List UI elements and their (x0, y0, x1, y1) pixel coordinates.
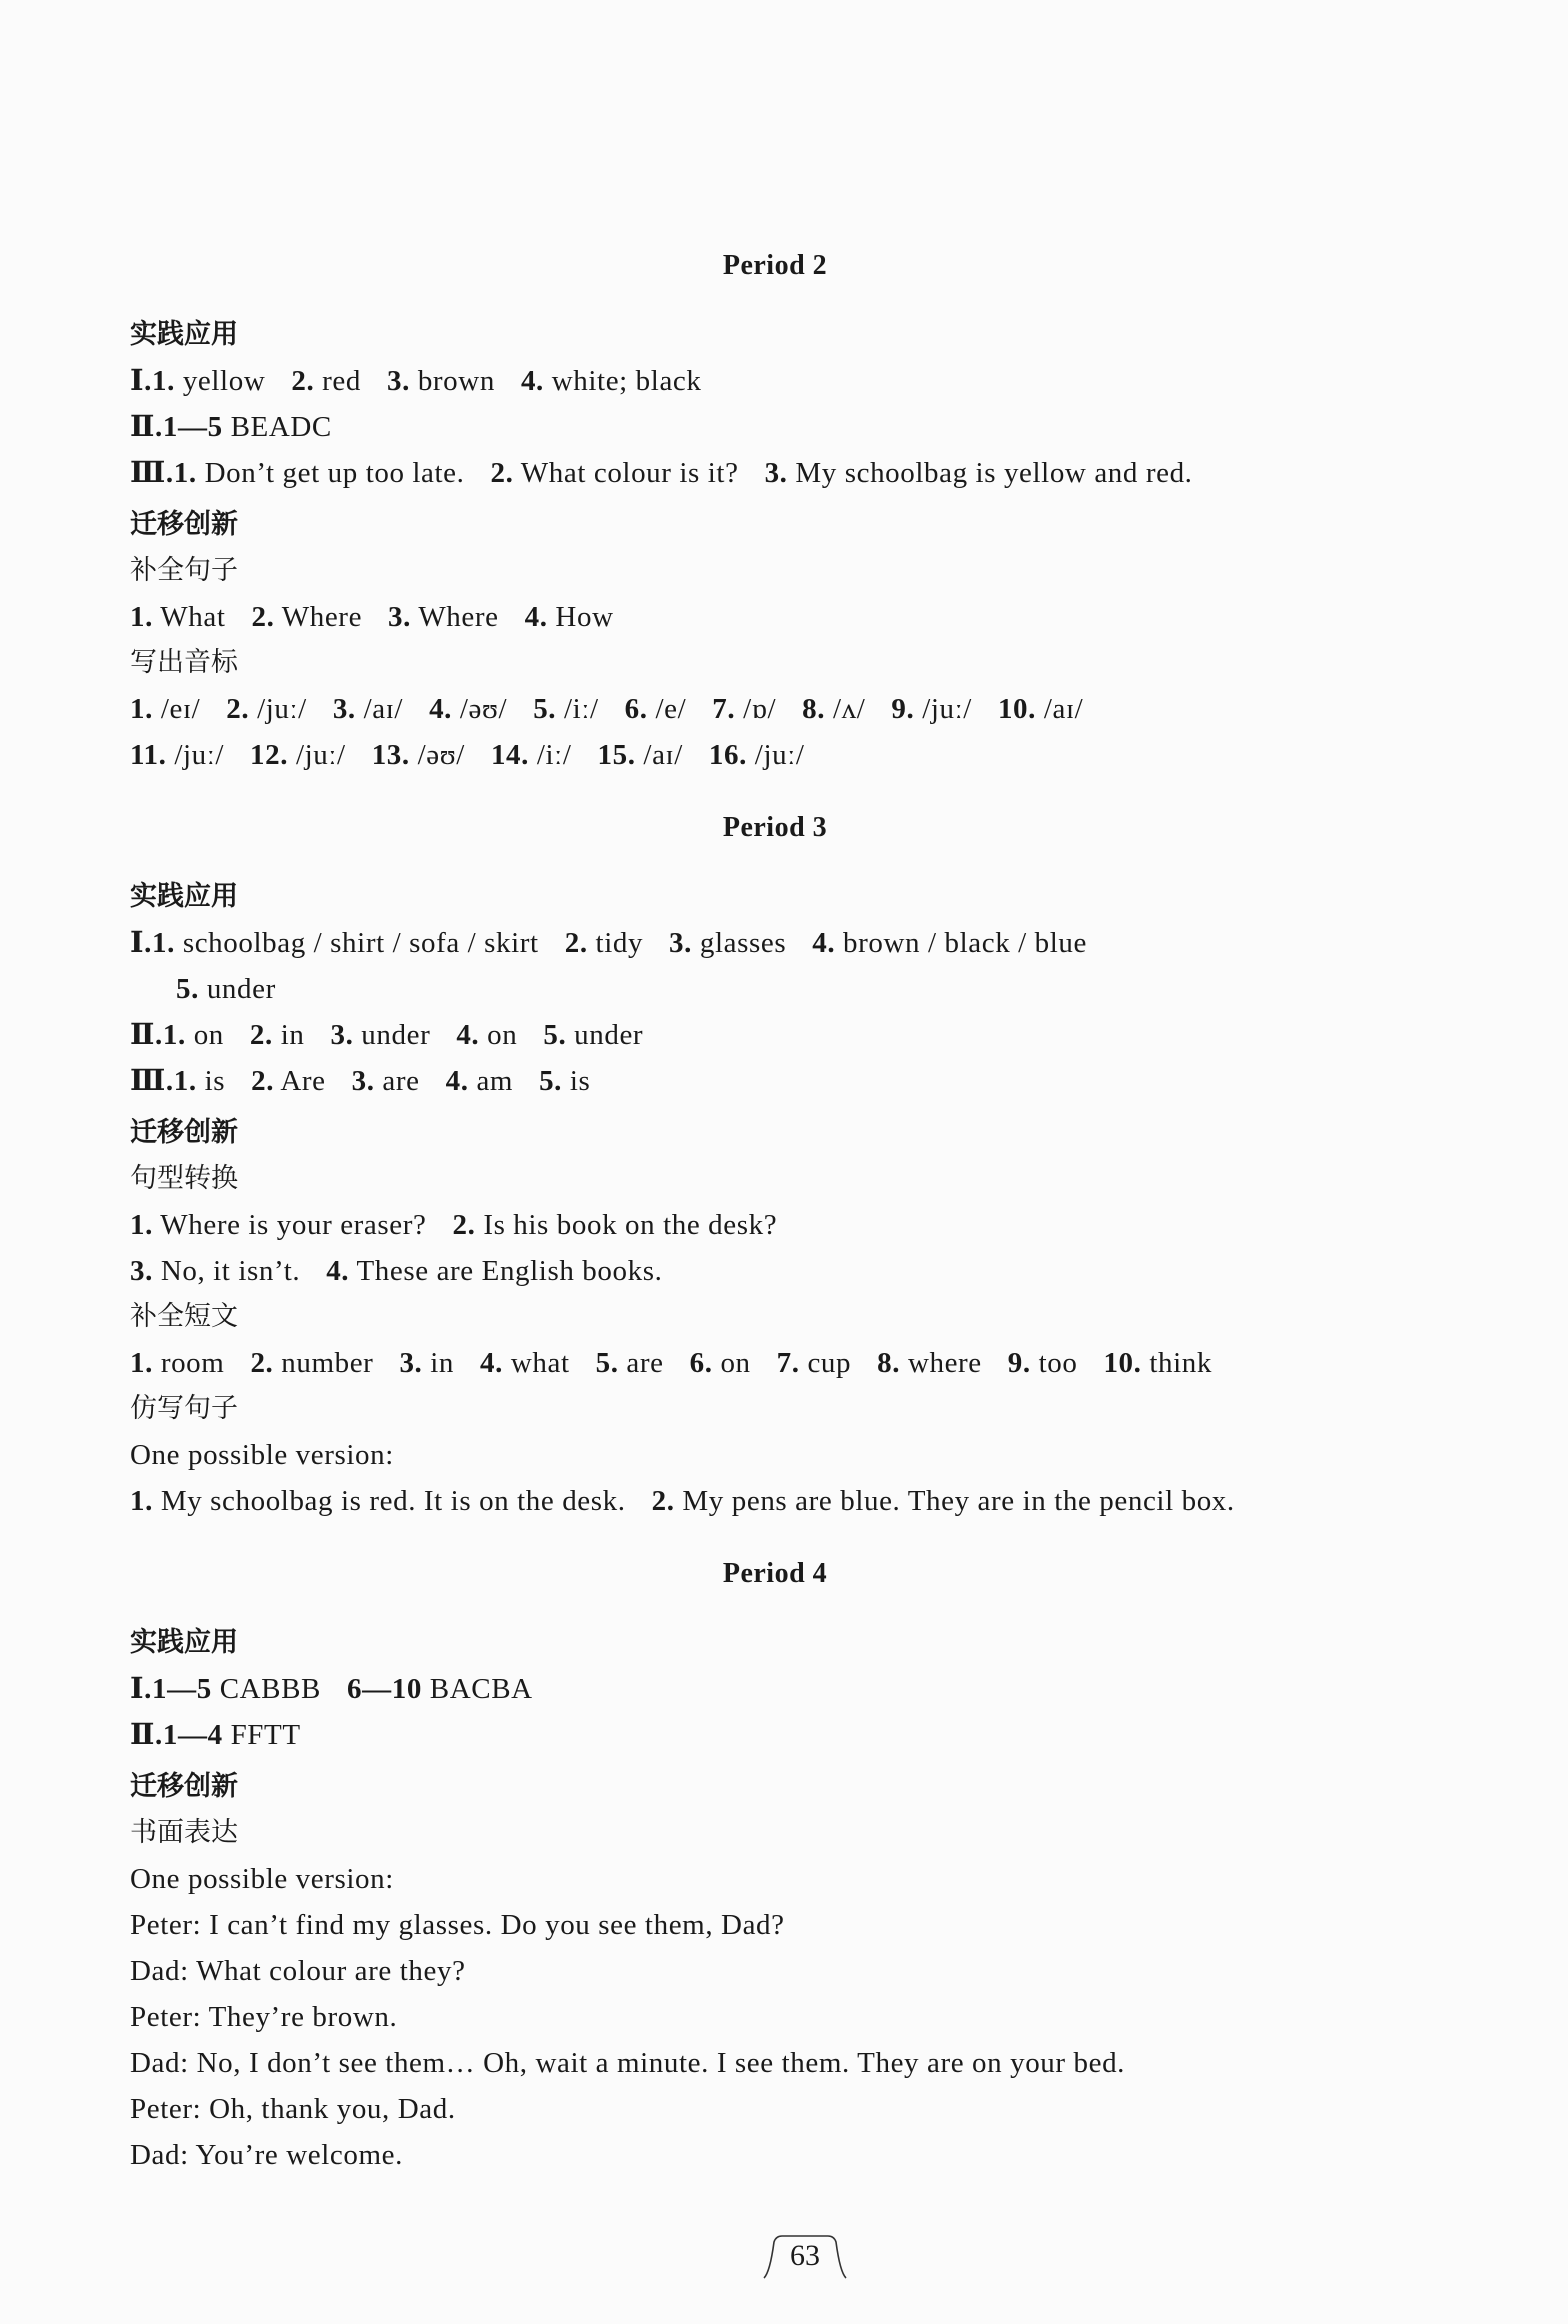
item-number: 1. (152, 927, 175, 959)
answer-item (250, 739, 346, 771)
item-number: 13. (371, 739, 410, 771)
answer-item (1008, 1347, 1078, 1379)
item-number: 4. (429, 693, 453, 725)
item-number: 2. (651, 1485, 675, 1517)
item-text: Is his book on the desk? (483, 1209, 778, 1241)
item-text: am (476, 1065, 514, 1097)
answer-item (802, 693, 865, 725)
answer-line (130, 594, 1420, 640)
item-text: yellow (182, 365, 266, 397)
transfer-heading: 迁移创新 (130, 1771, 238, 1802)
item-text: are (382, 1065, 420, 1097)
answer-item (877, 1347, 982, 1379)
item-number: 14. (490, 739, 529, 771)
item-number: 7. (712, 693, 736, 725)
answer-item (387, 365, 495, 397)
period-3-section (130, 812, 1420, 1524)
item-text: where (907, 1347, 982, 1379)
roman-numeral: Ⅲ. (130, 1065, 174, 1097)
answer-item (130, 1209, 427, 1241)
answer-item (669, 927, 786, 959)
item-number: 2. (564, 927, 588, 959)
item-number: 1. (130, 693, 153, 725)
answer-item (226, 693, 307, 725)
answer-item (491, 739, 572, 771)
answer-item (652, 1485, 1235, 1517)
answer-line (130, 1712, 1420, 1758)
answer-item (388, 601, 499, 633)
answer-item (130, 693, 200, 725)
answer-item (891, 693, 972, 725)
answer-item (712, 693, 776, 725)
item-number: 2. (249, 1019, 273, 1051)
answer-line (130, 1058, 1420, 1104)
answer-item (250, 1347, 373, 1379)
answer-item (174, 457, 465, 489)
item-text: My pens are blue. They are in the pencil box. (682, 1485, 1235, 1517)
item-text: schoolbag / shirt / sofa / skirt (182, 927, 539, 959)
answer-line (130, 920, 1420, 966)
answer-line (130, 686, 1420, 732)
item-text: Where (418, 601, 499, 633)
item-number: 3. (330, 1019, 354, 1051)
item-text: /iː/ (536, 739, 572, 771)
item-text: /iː/ (564, 693, 599, 725)
item-number: 6. (689, 1347, 713, 1379)
item-text: /juː/ (922, 693, 972, 725)
item-text: No, it isn’t. (160, 1255, 301, 1287)
answer-line (130, 358, 1420, 404)
item-number: 6. (624, 693, 648, 725)
item-number: 1. (130, 1347, 153, 1379)
answer-item (176, 973, 276, 1005)
item-number: 4. (326, 1255, 350, 1287)
item-number: 6—10 (347, 1673, 422, 1705)
item-text: glasses (699, 927, 787, 959)
answer-item (152, 927, 539, 959)
writing-heading: 书面表达 (130, 1817, 238, 1848)
item-number: 1—5 (162, 411, 223, 443)
answer-item (399, 1347, 454, 1379)
item-text: tidy (595, 927, 644, 959)
item-number: 3. (388, 601, 411, 633)
item-text: on (193, 1019, 224, 1051)
answer-item (491, 457, 739, 489)
item-number: 9. (891, 693, 915, 725)
answer-item (565, 927, 643, 959)
item-number: 4. (445, 1065, 469, 1097)
item-text: BEADC (230, 411, 332, 443)
item-number: 5. (543, 1019, 567, 1051)
item-text: white; black (551, 365, 702, 397)
item-number: 1. (173, 1065, 197, 1097)
imitate-sentences-heading: 仿写句子 (130, 1393, 238, 1424)
item-text: Where is your eraser? (160, 1209, 427, 1241)
version-note: One possible version: (130, 1439, 394, 1471)
item-number: 5. (595, 1347, 619, 1379)
answer-item (709, 739, 805, 771)
roman-numeral: Ⅱ. (130, 1019, 163, 1051)
answer-line (130, 450, 1420, 496)
item-number: 10. (997, 693, 1037, 725)
item-number: 3. (399, 1347, 423, 1379)
answer-item (333, 693, 403, 725)
item-text: under (206, 973, 276, 1005)
item-text: in (430, 1347, 455, 1379)
answer-item (251, 601, 362, 633)
item-number: 2. (226, 693, 250, 725)
page-number (760, 2232, 850, 2282)
answer-line (130, 1478, 1420, 1524)
transfer-heading: 迁移创新 (130, 1117, 238, 1148)
answer-item (291, 365, 361, 397)
answer-item (690, 1347, 751, 1379)
item-text: under (574, 1019, 644, 1051)
item-number: 2. (250, 1347, 274, 1379)
item-text: Don’t get up too late. (204, 457, 465, 489)
transfer-heading: 迁移创新 (130, 509, 238, 540)
item-number: 1. (162, 1019, 186, 1051)
answer-item (480, 1347, 570, 1379)
item-number: 15. (597, 739, 636, 771)
item-text: are (626, 1347, 664, 1379)
item-text: room (160, 1347, 225, 1379)
answer-item (533, 693, 598, 725)
item-text: /aɪ/ (1043, 693, 1084, 725)
roman-numeral: Ⅰ. (130, 1673, 153, 1705)
answer-item (429, 693, 507, 725)
sentence-transform-heading: 句型转换 (130, 1163, 238, 1194)
item-text: too (1038, 1347, 1078, 1379)
item-text: cup (807, 1347, 852, 1379)
answer-line (130, 1248, 1420, 1294)
roman-numeral: Ⅱ. (130, 411, 163, 443)
answer-item (596, 1347, 664, 1379)
answer-item (130, 739, 224, 771)
item-number: 5. (176, 973, 199, 1005)
period-3-title: Period 3 (722, 812, 828, 843)
item-number: 2. (251, 1065, 275, 1097)
item-number: 8. (802, 693, 826, 725)
answer-item (174, 1065, 225, 1097)
version-note: One possible version: (130, 1863, 394, 1895)
answer-item (130, 1347, 224, 1379)
item-number: 3. (669, 927, 692, 959)
answer-line (130, 1666, 1420, 1712)
item-number: 1—5 (152, 1673, 212, 1705)
answer-item (372, 739, 465, 771)
item-number: 12. (250, 739, 289, 771)
practice-heading: 实践应用 (130, 1627, 238, 1658)
answer-item (163, 1019, 224, 1051)
answer-item (812, 927, 1087, 959)
answer-item (525, 601, 614, 633)
item-number: 9. (1007, 1347, 1031, 1379)
answer-item (347, 1673, 533, 1705)
item-number: 3. (351, 1065, 375, 1097)
period-2-section (130, 250, 1420, 778)
item-number: 4. (812, 927, 836, 959)
item-text: Where (281, 601, 363, 633)
answer-item (998, 693, 1083, 725)
answer-line (130, 966, 1420, 1012)
answer-item (765, 457, 1193, 489)
item-text: How (555, 601, 614, 633)
item-text: what (510, 1347, 570, 1379)
dialogue-line: Dad: You’re welcome. (130, 2139, 403, 2171)
item-text: BACBA (429, 1673, 533, 1705)
period-4-section (130, 1558, 1420, 2178)
answer-item (777, 1347, 851, 1379)
item-text: What (160, 601, 226, 633)
item-text: /ʌ/ (832, 693, 866, 725)
period-4-title: Period 4 (722, 1558, 828, 1589)
item-number: 1. (130, 1485, 153, 1517)
item-text: brown / black / blue (843, 927, 1087, 959)
answer-item (453, 1209, 778, 1241)
item-number: 4. (480, 1347, 503, 1379)
dialogue-line: Peter: I can’t find my glasses. Do you see them, Dad? (130, 1909, 785, 1941)
item-number: 2. (291, 365, 315, 397)
item-number: 1. (130, 1209, 153, 1241)
answer-page (130, 250, 1420, 2212)
item-text: CABBB (219, 1673, 322, 1705)
item-text: /əʊ/ (417, 739, 465, 771)
item-text: These are English books. (356, 1255, 663, 1287)
answer-item (130, 1255, 300, 1287)
item-text: /juː/ (257, 693, 307, 725)
dialogue-line: Peter: They’re brown. (130, 2001, 398, 2033)
item-text: /juː/ (174, 739, 225, 771)
item-text: FFTT (230, 1719, 301, 1751)
roman-numeral: Ⅰ. (130, 927, 153, 959)
item-number: 7. (776, 1347, 800, 1379)
item-text: /əʊ/ (459, 693, 508, 725)
item-text: /juː/ (295, 739, 346, 771)
answer-item (1103, 1347, 1212, 1379)
item-text: What colour is it? (520, 457, 739, 489)
item-number: 2. (490, 457, 514, 489)
item-text: on (487, 1019, 518, 1051)
page-number-frame-icon (760, 2232, 850, 2282)
item-text: My schoolbag is yellow and red. (795, 457, 1193, 489)
answer-item (456, 1019, 517, 1051)
answer-line (130, 404, 1420, 450)
item-number: 4. (524, 601, 548, 633)
dialogue-line: Dad: No, I don’t see them… Oh, wait a minute. I see them. They are on your bed. (130, 2047, 1126, 2079)
item-text: My schoolbag is red. It is on the desk. (160, 1485, 626, 1517)
practice-heading: 实践应用 (130, 319, 238, 350)
answer-item (446, 1065, 513, 1097)
item-number: 4. (520, 365, 544, 397)
item-number: 1. (173, 457, 197, 489)
answer-item (330, 1019, 430, 1051)
period-2-title: Period 2 (722, 250, 828, 281)
item-number: 2. (452, 1209, 476, 1241)
item-number: 2. (251, 601, 275, 633)
dialogue-line: Dad: What colour are they? (130, 1955, 466, 1987)
item-number: 16. (708, 739, 747, 771)
item-text: /eɪ/ (160, 693, 201, 725)
answer-line (130, 1340, 1420, 1386)
answer-item (251, 1065, 325, 1097)
item-text: Are (280, 1065, 326, 1097)
roman-numeral: Ⅱ. (130, 1719, 163, 1751)
complete-passage-heading: 补全短文 (130, 1301, 238, 1332)
item-number: 5. (533, 693, 557, 725)
complete-sentences-heading: 补全句子 (130, 555, 238, 586)
dialogue-line: Peter: Oh, thank you, Dad. (130, 2093, 456, 2125)
answer-item (543, 1019, 643, 1051)
item-text: /juː/ (754, 739, 805, 771)
item-number: 8. (877, 1347, 901, 1379)
answer-item (163, 411, 332, 443)
roman-numeral: Ⅰ. (130, 365, 153, 397)
item-text: /e/ (655, 693, 687, 725)
answer-line (130, 1202, 1420, 1248)
item-number: 3. (764, 457, 788, 489)
item-text: number (281, 1347, 374, 1379)
answer-line (130, 1012, 1420, 1058)
item-text: red (322, 365, 362, 397)
item-text: is (204, 1065, 226, 1097)
phonetics-heading: 写出音标 (130, 647, 238, 678)
answer-item (152, 365, 265, 397)
page-number-text: 63 (790, 2239, 820, 2272)
item-text: /ɒ/ (743, 693, 777, 725)
answer-item (130, 601, 225, 633)
answer-line (130, 732, 1420, 778)
answer-item (152, 1673, 321, 1705)
item-text: on (720, 1347, 751, 1379)
item-text: think (1149, 1347, 1212, 1379)
answer-item (539, 1065, 590, 1097)
answer-item (598, 739, 683, 771)
item-number: 1—4 (162, 1719, 223, 1751)
item-number: 10. (1103, 1347, 1142, 1379)
answer-item (163, 1719, 301, 1751)
item-text: is (569, 1065, 591, 1097)
item-number: 3. (130, 1255, 153, 1287)
item-number: 11. (130, 739, 167, 771)
item-number: 4. (456, 1019, 480, 1051)
item-text: /aɪ/ (643, 739, 683, 771)
answer-item (521, 365, 702, 397)
answer-item (352, 1065, 420, 1097)
answer-item (250, 1019, 305, 1051)
item-text: brown (417, 365, 495, 397)
item-number: 1. (130, 601, 153, 633)
item-text: under (361, 1019, 431, 1051)
answer-item (326, 1255, 662, 1287)
item-number: 5. (539, 1065, 563, 1097)
item-text: in (280, 1019, 305, 1051)
roman-numeral: Ⅲ. (130, 457, 174, 489)
item-number: 3. (332, 693, 356, 725)
item-text: /aɪ/ (363, 693, 404, 725)
item-number: 3. (387, 365, 410, 397)
practice-heading: 实践应用 (130, 881, 238, 912)
item-number: 1. (152, 365, 175, 397)
answer-item (130, 1485, 626, 1517)
answer-item (625, 693, 687, 725)
